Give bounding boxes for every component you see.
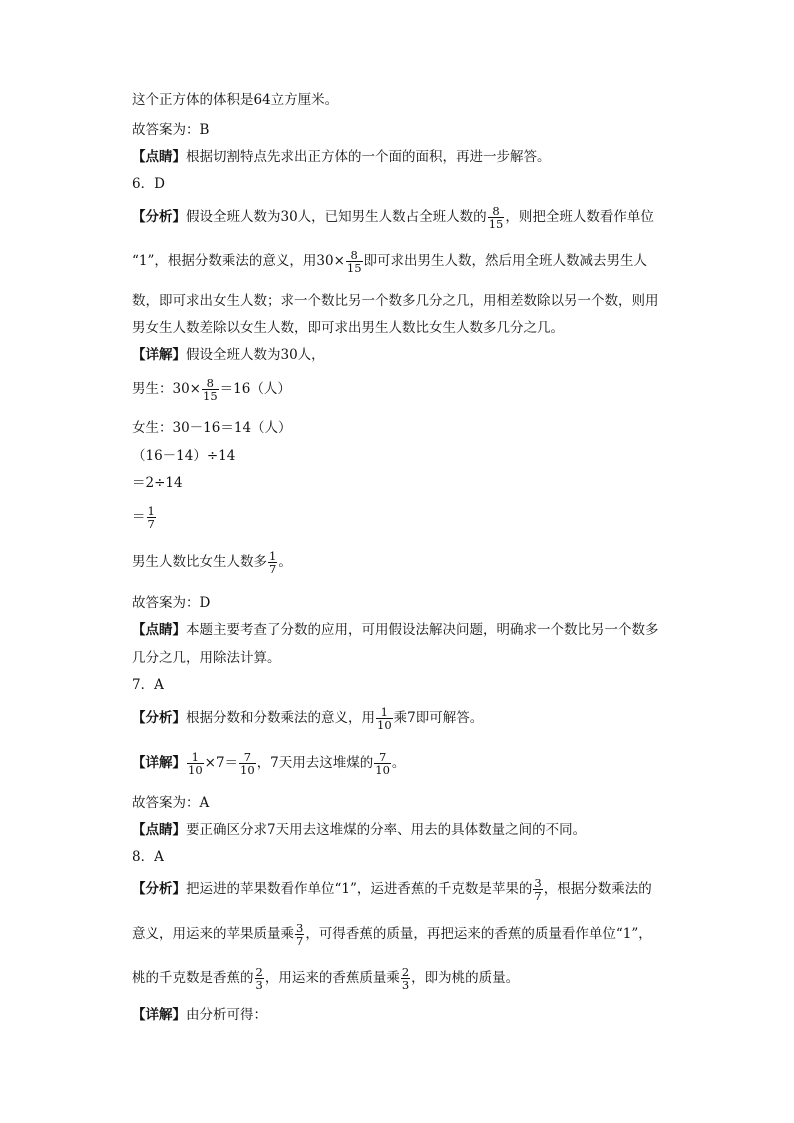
comment-text: 要正确区分求7天用去这堆煤的分率、用去的具体数量之间的不同。 — [186, 822, 587, 838]
text-segment: ，则把全班人数看作单位 — [505, 209, 654, 226]
text-segment: ，根据分数乘法的 — [543, 881, 652, 898]
denominator: 10 — [375, 763, 390, 778]
numerator: 1 — [191, 750, 199, 764]
analysis-tag: 【分析】 — [132, 881, 186, 898]
detail-line — [132, 1009, 267, 1023]
numerator: 3 — [296, 921, 304, 935]
answer-line: 故答案为：B — [132, 122, 210, 138]
text-segment: 把运进的苹果数看作单位“1”，运进香蕉的千克数是苹果的 — [186, 881, 533, 898]
text-segment: 根据分数和分数乘法的意义，用 — [186, 710, 375, 727]
answer-line: 故答案为：D — [132, 595, 211, 611]
denominator: 15 — [203, 389, 218, 404]
fraction — [488, 205, 505, 230]
detail-tag: 【详解】 — [132, 347, 186, 363]
numerator: 3 — [534, 876, 542, 890]
denominator: 15 — [346, 261, 362, 276]
fraction — [268, 550, 277, 575]
analysis-line — [132, 205, 654, 230]
text-segment: 男生：30× — [132, 381, 201, 398]
text-segment: 。 — [278, 554, 292, 571]
denominator: 15 — [488, 217, 504, 232]
text-segment: 意义，用运来的苹果质量乘 — [132, 926, 294, 943]
text-segment: 男生人数比女生人数多 — [132, 554, 267, 571]
comment-line — [132, 824, 586, 838]
text-line — [132, 922, 652, 947]
fraction — [255, 966, 264, 991]
denominator: 10 — [188, 763, 203, 778]
text-line — [132, 249, 647, 274]
denominator: 7 — [534, 889, 542, 904]
comment-tag: 【点睛】 — [132, 149, 186, 165]
text-line: 数，即可求出女生人数；求一个数比另一个数多几分之几，用相差数除以另一个数，则用 — [132, 293, 659, 309]
fraction — [374, 751, 391, 776]
question-number: 6．D — [132, 176, 165, 192]
text-segment: ，可得香蕉的质量，再把运来的香蕉的质量看作单位“1”， — [305, 926, 652, 943]
text-line: 女生：30－16＝14（人） — [132, 420, 292, 436]
denominator: 7 — [296, 934, 304, 949]
text-line — [132, 377, 291, 402]
numerator: 2 — [401, 965, 410, 979]
fraction — [376, 706, 393, 731]
text-line: 几分之几，用除法计算。 — [132, 650, 281, 666]
fraction — [239, 751, 256, 776]
comment-text: 根据切割特点先求出正方体的一个面的面积，再进一步解答。 — [186, 149, 551, 165]
text-line — [132, 505, 157, 530]
fraction — [295, 922, 304, 947]
fraction — [147, 505, 156, 530]
detail-tag: 【详解】 — [132, 755, 186, 772]
text-line: 这个正方体的体积是64立方厘米。 — [132, 92, 339, 108]
text-segment: “1”，根据分数乘法的意义，用30× — [132, 253, 345, 270]
fraction — [533, 877, 542, 902]
text-segment: 即可求出男生人数，然后用全班人数减去男生人 — [363, 253, 648, 270]
comment-line — [132, 151, 551, 165]
denominator: 7 — [147, 517, 155, 532]
numerator: 8 — [350, 248, 358, 262]
detail-line — [132, 751, 405, 776]
fraction — [187, 751, 204, 776]
detail-line — [132, 349, 325, 363]
numerator: 1 — [380, 705, 388, 719]
fraction — [401, 966, 410, 991]
analysis-line — [132, 706, 483, 731]
fraction — [202, 377, 219, 402]
text-segment: 。 — [391, 755, 406, 772]
text-line: ＝2÷14 — [132, 475, 183, 491]
numerator: 1 — [269, 549, 277, 563]
answer-line: 故答案为：A — [132, 795, 210, 811]
denominator: 3 — [401, 978, 410, 993]
detail-tag: 【详解】 — [132, 1007, 186, 1023]
comment-text: 本题主要考查了分数的应用，可用假设法解决问题，明确求一个数比另一个数多 — [186, 622, 659, 638]
analysis-line — [132, 877, 652, 902]
numerator: 7 — [378, 750, 387, 764]
analysis-tag: 【分析】 — [132, 209, 186, 226]
comment-tag: 【点睛】 — [132, 822, 186, 838]
analysis-tag: 【分析】 — [132, 710, 186, 727]
detail-text: 假设全班人数为30人， — [186, 347, 325, 363]
text-line: （16－14）÷14 — [132, 448, 236, 464]
text-segment: ＝ — [132, 509, 146, 526]
detail-text: 由分析可得： — [186, 1007, 267, 1023]
text-segment: ，即为桃的质量。 — [411, 970, 520, 987]
denominator: 3 — [255, 978, 263, 993]
text-segment: ，7天用去这堆煤的 — [256, 755, 374, 772]
numerator: 1 — [147, 504, 155, 518]
comment-line — [132, 624, 659, 638]
text-segment: 乘7即可解答。 — [393, 710, 484, 727]
text-segment: 假设全班人数为30人，已知男生人数占全班人数的 — [186, 209, 487, 226]
text-segment: ＝16（人） — [219, 381, 291, 398]
text-line — [132, 550, 292, 575]
text-segment: ×7＝ — [204, 755, 239, 772]
fraction — [346, 249, 363, 274]
question-number: 7．A — [132, 677, 164, 693]
text-line: 男女生人数差除以女生人数，即可求出男生人数比女生人数多几分之几。 — [132, 320, 564, 336]
numerator: 7 — [243, 750, 252, 764]
denominator: 10 — [377, 718, 392, 733]
numerator: 8 — [206, 376, 214, 390]
text-line — [132, 966, 519, 991]
text-segment: ，用运来的香蕉质量乘 — [264, 970, 400, 987]
numerator: 2 — [255, 965, 263, 979]
denominator: 7 — [269, 562, 277, 577]
question-number: 8．A — [132, 849, 164, 865]
numerator: 8 — [492, 204, 500, 218]
text-segment: 桃的千克数是香蕉的 — [132, 970, 254, 987]
comment-tag: 【点睛】 — [132, 622, 186, 638]
denominator: 10 — [240, 763, 255, 778]
